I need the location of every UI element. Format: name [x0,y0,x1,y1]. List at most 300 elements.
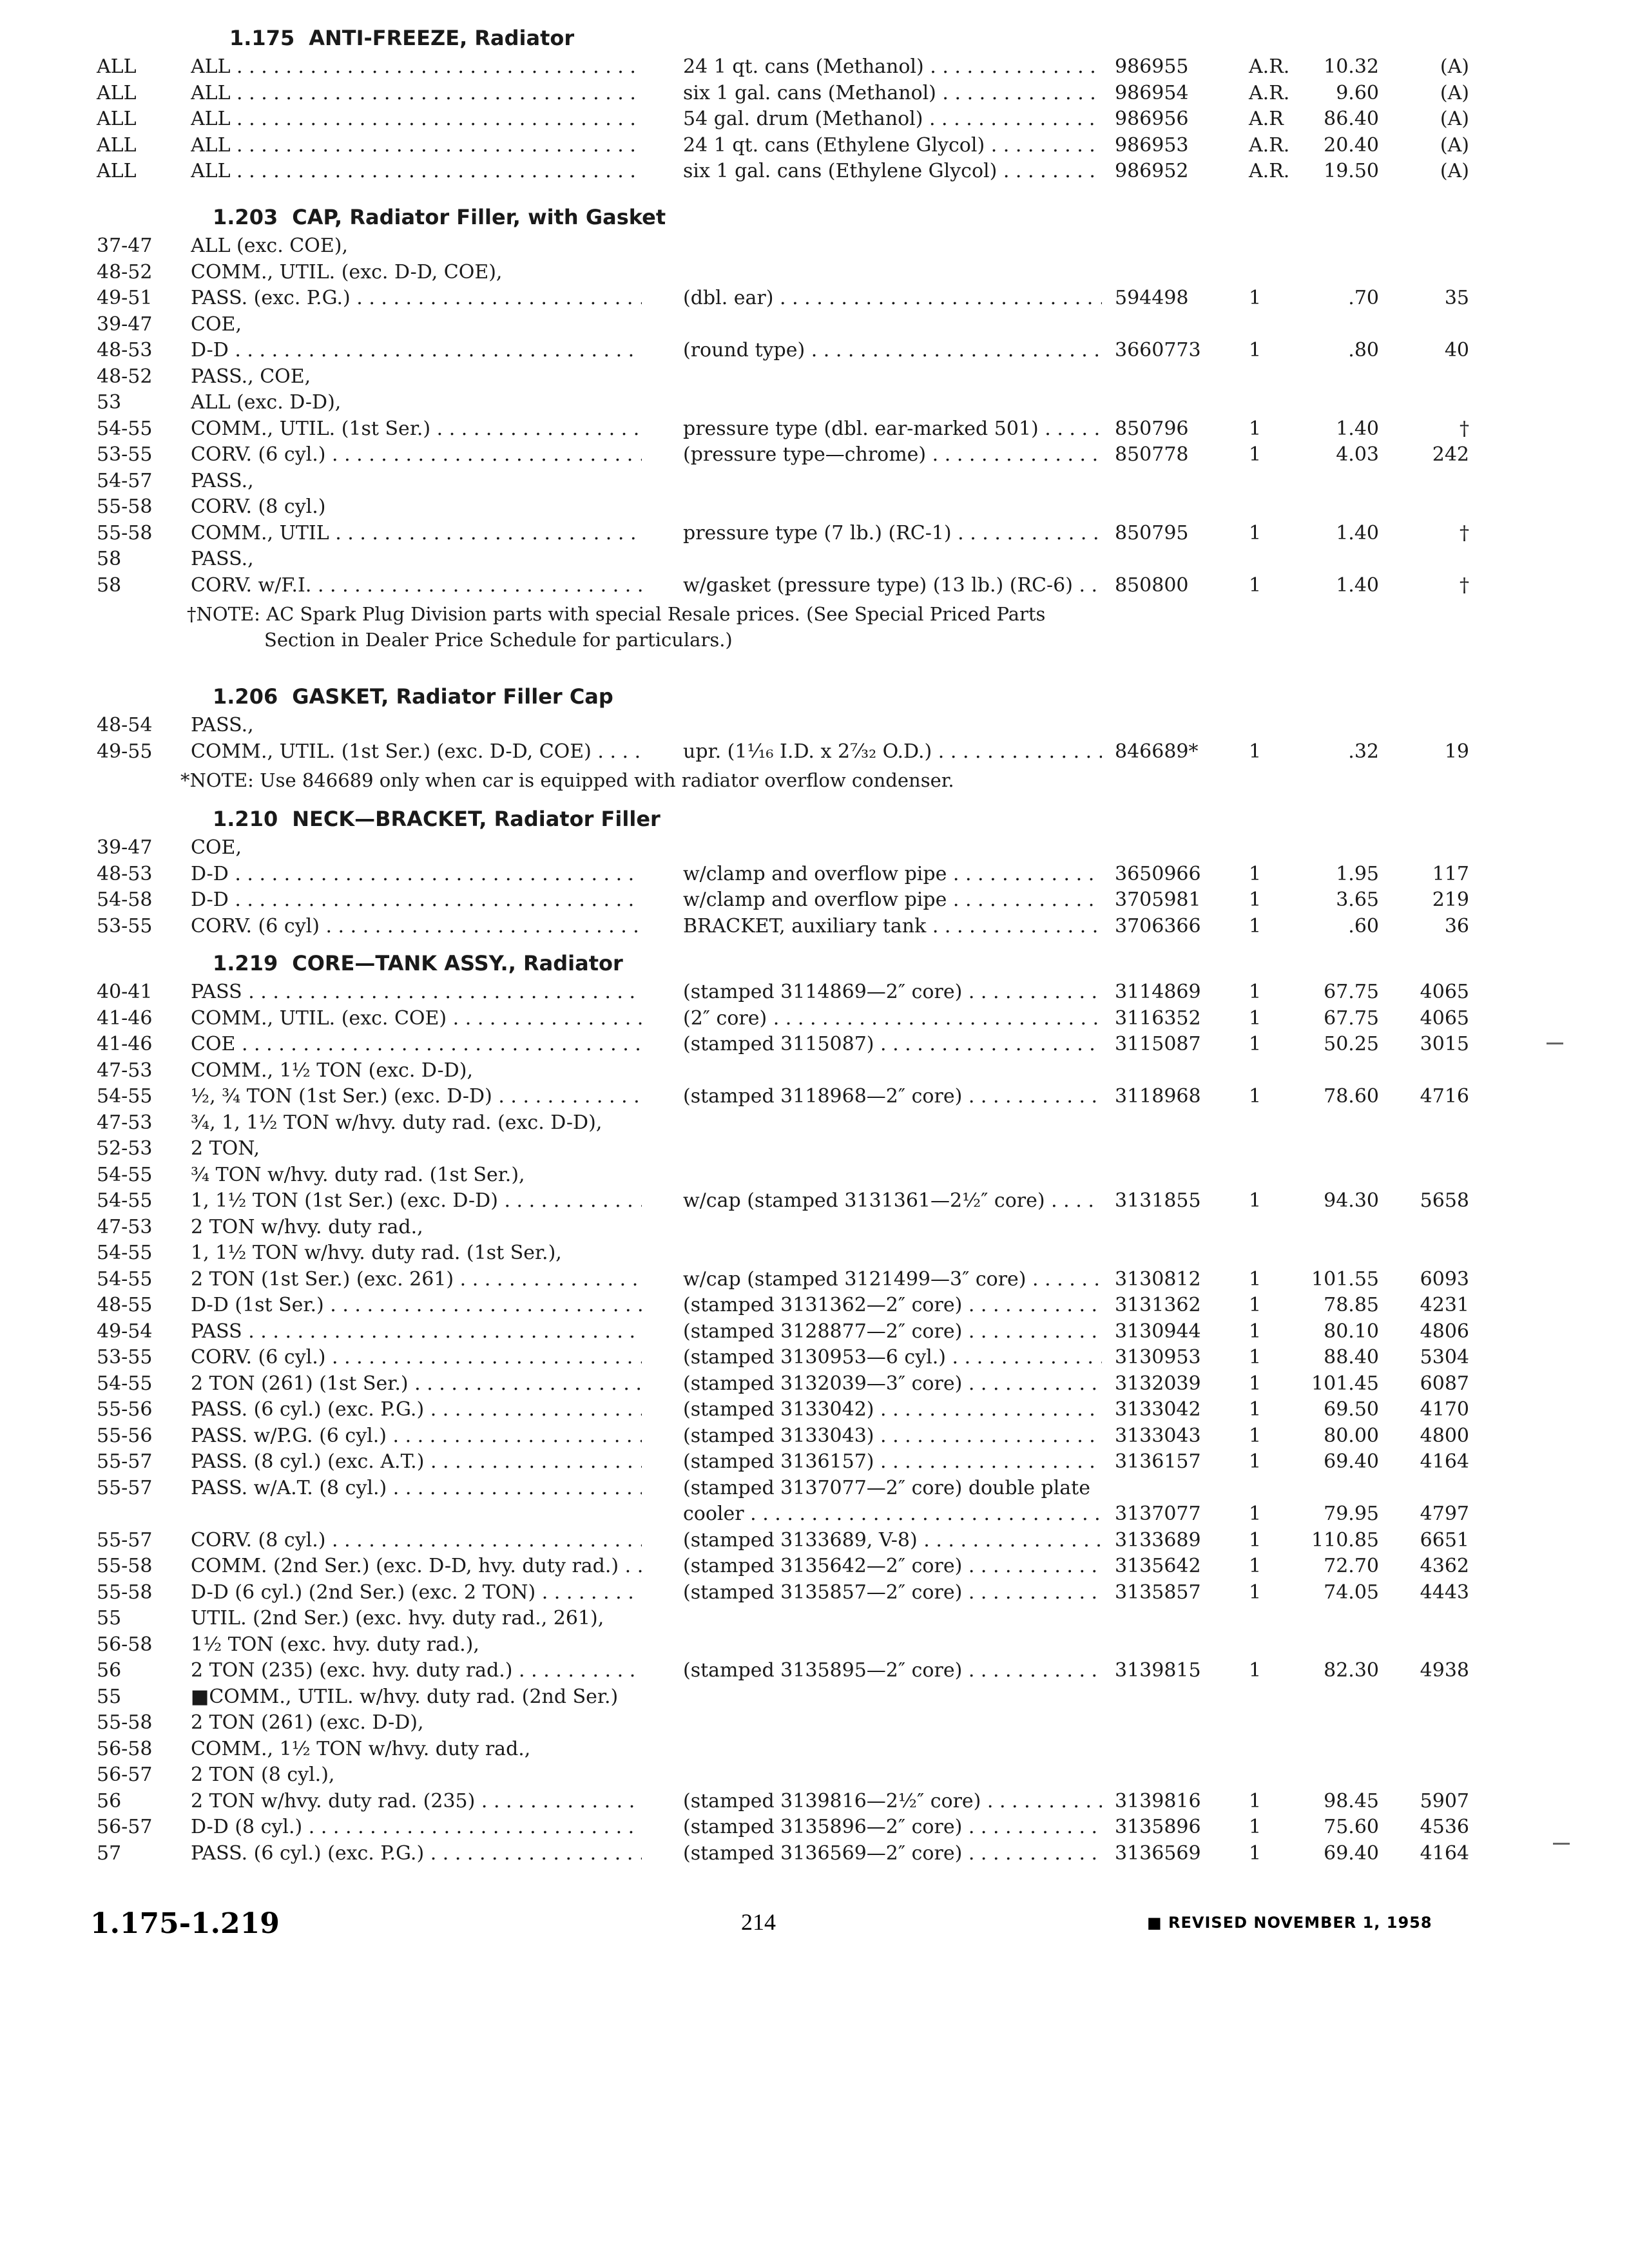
model-applicability: 2 TON w/hvy. duty rad. (235) . . . [191,1789,642,1814]
list-price: 101.45 [1311,1372,1379,1395]
model-applicability: ALL . . . [191,81,642,106]
quantity: 1 [1249,287,1262,309]
list-price: 67.75 [1324,1007,1379,1030]
dealer-price: 5658 [1420,1189,1469,1212]
list-price: 110.85 [1311,1529,1379,1552]
list-price: 80.10 [1324,1320,1379,1343]
year-range: 54-55 [97,1189,153,1212]
year-range: 39-47 [97,313,153,336]
part-number: 3136157 [1115,1450,1201,1473]
dealer-price: 4797 [1420,1503,1469,1525]
model-applicability: CORV. w/F.I. . . . [191,573,642,599]
dealer-price: 19 [1444,740,1469,763]
model-applicability: 2 TON (261) (1st Ser.) . . . [191,1371,642,1397]
model-applicability: PASS. (exc. P.G.) . . . [191,285,642,311]
part-description: pressure type (dbl. ear-marked 501) . . . [683,416,1102,442]
list-price: 98.45 [1324,1790,1379,1812]
dealer-price: 117 [1432,863,1469,885]
model-applicability: D-D (1st Ser.) . . . [191,1293,642,1318]
model-applicability: D-D . . . [191,338,642,363]
part-description: cooler . . . [683,1501,1102,1527]
section-number: 1.206 [213,684,278,709]
part-description: w/clamp and overflow pipe . . . [683,887,1102,913]
dealer-price: 219 [1432,889,1469,911]
model-applicability: PASS. w/P.G. (6 cyl.) . . . [191,1423,642,1449]
year-range: 52-53 [97,1137,153,1160]
quantity: 1 [1249,981,1262,1003]
model-applicability: ¾ TON w/hvy. duty rad. (1st Ser.), [191,1164,525,1186]
year-range: 54-58 [97,889,153,911]
part-description: w/clamp and overflow pipe . . . [683,861,1102,887]
model-applicability: PASS., [191,470,254,492]
dealer-price: 4536 [1420,1816,1469,1838]
part-description: six 1 gal. cans (Methanol) . . . [683,81,1102,106]
parts-row [0,835,1629,861]
section-range: 1.175-1.219 [90,1907,280,1940]
dealer-price: 4065 [1420,1007,1469,1030]
parts-row [0,338,1629,363]
quantity: 1 [1249,915,1262,937]
year-range: 54-55 [97,1085,153,1108]
year-range: 47-53 [97,1059,153,1082]
model-applicability: 2 TON, [191,1137,260,1160]
part-description: (pressure type—chrome) . . . [683,442,1102,468]
quantity: 1 [1249,1529,1262,1552]
parts-row [0,81,1629,106]
year-range: 48-52 [97,365,153,388]
part-number: 3133042 [1115,1398,1201,1421]
part-description: 24 1 qt. cans (Methanol) . . . [683,54,1102,80]
quantity: 1 [1249,418,1262,440]
quantity: 1 [1249,574,1262,597]
parts-row [0,1528,1629,1553]
parts-row [0,1345,1629,1370]
list-price: 69.40 [1324,1842,1379,1865]
quantity: 1 [1249,339,1262,361]
parts-row [0,390,1629,416]
quantity: 1 [1249,740,1262,763]
part-number: 986953 [1115,134,1189,157]
section-number: 1.210 [213,807,278,831]
part-description: (stamped 3139816—2½″ core) . . . [683,1789,1102,1814]
part-description: (stamped 3137077—2″ core) double plate [683,1477,1090,1499]
model-applicability: D-D (6 cyl.) (2nd Ser.) (exc. 2 TON) . . . [191,1580,642,1606]
part-number: 3136569 [1115,1842,1201,1865]
list-price: 20.40 [1324,134,1379,157]
part-number: 3114869 [1115,981,1201,1003]
model-applicability: COE . . . [191,1032,642,1057]
dealer-price: 4231 [1420,1294,1469,1316]
dealer-price: 35 [1444,287,1469,309]
quantity: 1 [1249,1842,1262,1865]
model-applicability: CORV. (6 cyl) . . . [191,914,642,939]
parts-row [0,1841,1629,1867]
part-number: 3130812 [1115,1268,1201,1291]
section-heading [213,807,660,831]
dealer-price: † [1460,418,1469,440]
section-title: GASKET, Radiator Filler Cap [292,684,613,709]
dealer-price: 4716 [1420,1085,1469,1108]
model-applicability: ¾, 1, 1½ TON w/hvy. duty rad. (exc. D-D), [191,1111,602,1134]
year-range: 55 [97,1607,122,1629]
part-number: 3137077 [1115,1503,1201,1525]
parts-row [0,1553,1629,1579]
list-price: 78.60 [1324,1085,1379,1108]
list-price: 10.32 [1324,55,1379,78]
list-price: .60 [1348,915,1379,937]
list-price: 79.95 [1324,1503,1379,1525]
model-applicability: PASS . . . [191,1319,642,1345]
list-price: 19.50 [1324,160,1379,182]
model-applicability: PASS., [191,548,254,570]
part-number: 3135642 [1115,1555,1201,1577]
parts-row [0,546,1629,572]
year-range: 47-53 [97,1111,153,1134]
parts-row [0,106,1629,132]
model-applicability: ALL . . . [191,133,642,159]
year-range: 57 [97,1842,122,1865]
quantity: 1 [1249,1659,1262,1682]
part-description: (stamped 3130953—6 cyl.) . . . [683,1345,1102,1370]
list-price: 78.85 [1324,1294,1379,1316]
model-applicability: COMM., UTIL. (exc. COE) . . . [191,1006,642,1032]
margin-mark [1553,1843,1570,1845]
parts-row [0,713,1629,738]
parts-row [0,1267,1629,1293]
parts-row [0,1006,1629,1032]
dealer-price: 4164 [1420,1842,1469,1865]
model-applicability: 2 TON (8 cyl.), [191,1763,335,1786]
section-title: NECK—BRACKET, Radiator Filler [292,807,660,831]
parts-row [0,494,1629,520]
parts-row [0,573,1629,599]
part-number: 850800 [1115,574,1189,597]
year-range: 48-55 [97,1294,153,1316]
list-price: 94.30 [1324,1189,1379,1212]
part-description: (dbl. ear) . . . [683,285,1102,311]
part-description: (stamped 3133689, V-8) . . . [683,1528,1102,1553]
part-number: 986956 [1115,108,1189,130]
model-applicability: 1½ TON (exc. hvy. duty rad.), [191,1633,479,1656]
quantity: 1 [1249,1189,1262,1212]
quantity: 1 [1249,1294,1262,1316]
dealer-price: 40 [1444,339,1469,361]
dealer-price: 4170 [1420,1398,1469,1421]
part-number: 3115087 [1115,1033,1201,1055]
list-price: 3.65 [1336,889,1379,911]
model-applicability: ½, ¾ TON (1st Ser.) (exc. D-D) . . . [191,1084,642,1110]
part-description: (stamped 3135895—2″ core) . . . [683,1658,1102,1684]
year-range: 56-57 [97,1763,153,1786]
model-applicability: COMM., UTIL. (1st Ser.) . . . [191,416,642,442]
section-title: CAP, Radiator Filler, with Gasket [292,205,666,229]
dealer-price: 3015 [1420,1033,1469,1055]
year-range: 48-54 [97,714,153,736]
parts-row [0,1606,1629,1631]
year-range: 54-55 [97,1242,153,1264]
list-price: 101.55 [1311,1268,1379,1291]
year-range: 54-55 [97,1164,153,1186]
quantity: 1 [1249,1816,1262,1838]
part-number: 3139816 [1115,1790,1201,1812]
quantity: A.R [1249,108,1284,130]
list-price: 50.25 [1324,1033,1379,1055]
parts-row [0,1032,1629,1057]
parts-row [0,1710,1629,1736]
year-range: ALL [97,55,137,78]
dealer-price: 6651 [1420,1529,1469,1552]
list-price: 82.30 [1324,1659,1379,1682]
quantity: 1 [1249,1425,1262,1447]
section-number: 1.175 [229,26,295,50]
year-range: 49-54 [97,1320,153,1343]
part-number: 3705981 [1115,889,1201,911]
dealer-price: 242 [1432,443,1469,466]
parts-row [0,364,1629,390]
parts-row [0,416,1629,442]
page-number: 214 [741,1909,776,1935]
dealer-price: (A) [1440,55,1469,78]
list-price: 69.50 [1324,1398,1379,1421]
section-heading [213,684,613,709]
model-applicability: D-D . . . [191,887,642,913]
dealer-price: 6087 [1420,1372,1469,1395]
parts-row [0,1397,1629,1423]
list-price: 88.40 [1324,1346,1379,1369]
part-number: 3660773 [1115,339,1201,361]
quantity: 1 [1249,1398,1262,1421]
dealer-price: 5304 [1420,1346,1469,1369]
parts-row [0,887,1629,913]
year-range: 55-58 [97,1555,153,1577]
list-price: 72.70 [1324,1555,1379,1577]
model-applicability: ALL . . . [191,106,642,132]
footnote: †NOTE: AC Spark Plug Division parts with special Resale prices. (See Special Priced Parts [187,603,1046,625]
part-description: six 1 gal. cans (Ethylene Glycol) . . . [683,159,1102,184]
quantity: 1 [1249,522,1262,544]
list-price: 1.40 [1336,574,1379,597]
model-applicability: 2 TON (261) (exc. D-D), [191,1711,424,1734]
quantity: 1 [1249,1450,1262,1473]
model-applicability: COE, [191,836,242,859]
dealer-price: 4065 [1420,981,1469,1003]
parts-row [0,914,1629,939]
model-applicability: CORV. (8 cyl.) . . . [191,1528,642,1553]
model-applicability: D-D . . . [191,861,642,887]
parts-row [0,1215,1629,1240]
year-range: 40-41 [97,981,153,1003]
list-price: 75.60 [1324,1816,1379,1838]
model-applicability: CORV. (8 cyl.) [191,495,326,518]
dealer-price: (A) [1440,134,1469,157]
list-price: 74.05 [1324,1581,1379,1604]
model-applicability: 2 TON w/hvy. duty rad., [191,1216,423,1238]
year-range: 55-58 [97,1581,153,1604]
part-description: (stamped 3114869—2″ core) . . . [683,979,1102,1005]
parts-row [0,260,1629,285]
year-range: 53-55 [97,1346,153,1369]
year-range: 58 [97,548,122,570]
part-description: BRACKET, auxiliary tank . . . [683,914,1102,939]
model-applicability: COE, [191,313,242,336]
parts-row [0,1475,1629,1501]
part-number: 3131855 [1115,1189,1201,1212]
model-applicability: CORV. (6 cyl.) . . . [191,1345,642,1370]
year-range: 54-55 [97,418,153,440]
year-range: 47-53 [97,1216,153,1238]
model-applicability: 2 TON (1st Ser.) (exc. 261) . . . [191,1267,642,1293]
revised-date: ■ REVISED NOVEMBER 1, 1958 [1147,1914,1432,1932]
parts-row [0,1319,1629,1345]
list-price: 80.00 [1324,1425,1379,1447]
model-applicability: COMM., UTIL. (1st Ser.) (exc. D-D, COE) . . . [191,739,642,765]
parts-row [0,861,1629,887]
quantity: 1 [1249,863,1262,885]
year-range: 53-55 [97,443,153,466]
quantity: A.R. [1249,134,1290,157]
year-range: 48-53 [97,863,153,885]
year-range: 39-47 [97,836,153,859]
part-description: w/gasket (pressure type) (13 lb.) (RC-6) . . . [683,573,1102,599]
quantity: 1 [1249,1085,1262,1108]
list-price: 4.03 [1336,443,1379,466]
year-range: ALL [97,82,137,104]
quantity: A.R. [1249,82,1290,104]
model-applicability: PASS., COE, [191,365,311,388]
dealer-price: (A) [1440,160,1469,182]
model-applicability: ALL (exc. D-D), [191,391,342,414]
year-range: 53 [97,391,122,414]
dealer-price: 4443 [1420,1581,1469,1604]
part-description: (stamped 3135642—2″ core) . . . [683,1553,1102,1579]
model-applicability: COMM., UTIL . . . [191,521,642,546]
section-heading [229,26,574,50]
dealer-price: 4800 [1420,1425,1469,1447]
part-number: 3118968 [1115,1085,1201,1108]
part-number: 3706366 [1115,915,1201,937]
part-number: 3135857 [1115,1581,1201,1604]
model-applicability: ■COMM., UTIL. w/hvy. duty rad. (2nd Ser.) [191,1686,619,1708]
part-description: (stamped 3128877—2″ core) . . . [683,1319,1102,1345]
model-applicability: D-D (8 cyl.) . . . [191,1814,642,1840]
year-range: ALL [97,160,137,182]
parts-row [0,1110,1629,1136]
part-description: (2″ core) . . . [683,1006,1102,1032]
quantity: 1 [1249,1007,1262,1030]
part-number: 850796 [1115,418,1189,440]
model-applicability: ALL . . . [191,54,642,80]
year-range: 48-52 [97,261,153,284]
part-description: w/cap (stamped 3121499—3″ core) . . . [683,1267,1102,1293]
parts-row [0,1188,1629,1214]
year-range: 41-46 [97,1007,153,1030]
model-applicability: ALL (exc. COE), [191,235,348,257]
dealer-price: (A) [1440,82,1469,104]
list-price: .80 [1348,339,1379,361]
quantity: 1 [1249,1503,1262,1525]
section-title: CORE—TANK ASSY., Radiator [292,951,623,975]
quantity: 1 [1249,1268,1262,1291]
part-number: 3133689 [1115,1529,1201,1552]
part-description: 24 1 qt. cans (Ethylene Glycol) . . . [683,133,1102,159]
parts-row [0,1240,1629,1266]
parts-row [0,1058,1629,1084]
section-title: ANTI-FREEZE, Radiator [309,26,575,50]
year-range: 53-55 [97,915,153,937]
parts-row [0,285,1629,311]
dealer-price: 6093 [1420,1268,1469,1291]
dealer-price: 5907 [1420,1790,1469,1812]
part-number: 3130944 [1115,1320,1201,1343]
parts-row [0,1162,1629,1188]
year-range: 55-57 [97,1450,153,1473]
part-description: (stamped 3136157) . . . [683,1449,1102,1475]
part-number: 986952 [1115,160,1189,182]
list-price: 69.40 [1324,1450,1379,1473]
year-range: 56 [97,1790,122,1812]
dealer-price: 36 [1444,915,1469,937]
quantity: 1 [1249,1320,1262,1343]
part-description: w/cap (stamped 3131361—2½″ core) . . . [683,1188,1102,1214]
part-description: (stamped 3132039—3″ core) . . . [683,1371,1102,1397]
part-number: 986954 [1115,82,1189,104]
year-range: 55-56 [97,1398,153,1421]
list-price: 86.40 [1324,108,1379,130]
year-range: 55-58 [97,1711,153,1734]
model-applicability: 1, 1½ TON w/hvy. duty rad. (1st Ser.), [191,1242,562,1264]
year-range: 56-58 [97,1633,153,1656]
part-number: 3130953 [1115,1346,1201,1369]
list-price: .70 [1348,287,1379,309]
part-number: 846689* [1115,740,1199,763]
quantity: 1 [1249,1790,1262,1812]
year-range: 48-53 [97,339,153,361]
year-range: 54-55 [97,1372,153,1395]
quantity: 1 [1249,443,1262,466]
model-applicability: COMM., UTIL. (exc. D-D, COE), [191,261,503,284]
margin-mark [1547,1043,1563,1044]
part-number: 3139815 [1115,1659,1201,1682]
part-number: 3135896 [1115,1816,1201,1838]
quantity: 1 [1249,1372,1262,1395]
year-range: 55-57 [97,1529,153,1552]
part-description: (round type) . . . [683,338,1102,363]
model-applicability: 1, 1½ TON (1st Ser.) (exc. D-D) . . . [191,1188,642,1214]
year-range: 54-57 [97,470,153,492]
list-price: 1.40 [1336,522,1379,544]
year-range: ALL [97,134,137,157]
part-number: 986955 [1115,55,1189,78]
parts-row [0,468,1629,494]
parts-row [0,1736,1629,1762]
model-applicability: PASS. (8 cyl.) (exc. A.T.) . . . [191,1449,642,1475]
list-price: 9.60 [1336,82,1379,104]
year-range: 41-46 [97,1033,153,1055]
parts-row [0,1789,1629,1814]
year-range: 54-55 [97,1268,153,1291]
dealer-price: 4164 [1420,1450,1469,1473]
model-applicability: PASS. (6 cyl.) (exc. P.G.) . . . [191,1397,642,1423]
quantity: 1 [1249,889,1262,911]
section-number: 1.203 [213,205,278,229]
dealer-price: (A) [1440,108,1469,130]
list-price: .32 [1348,740,1379,763]
year-range: 55 [97,1686,122,1708]
year-range: 56-58 [97,1738,153,1760]
year-range: ALL [97,108,137,130]
quantity: 1 [1249,1555,1262,1577]
section-heading [213,205,666,229]
